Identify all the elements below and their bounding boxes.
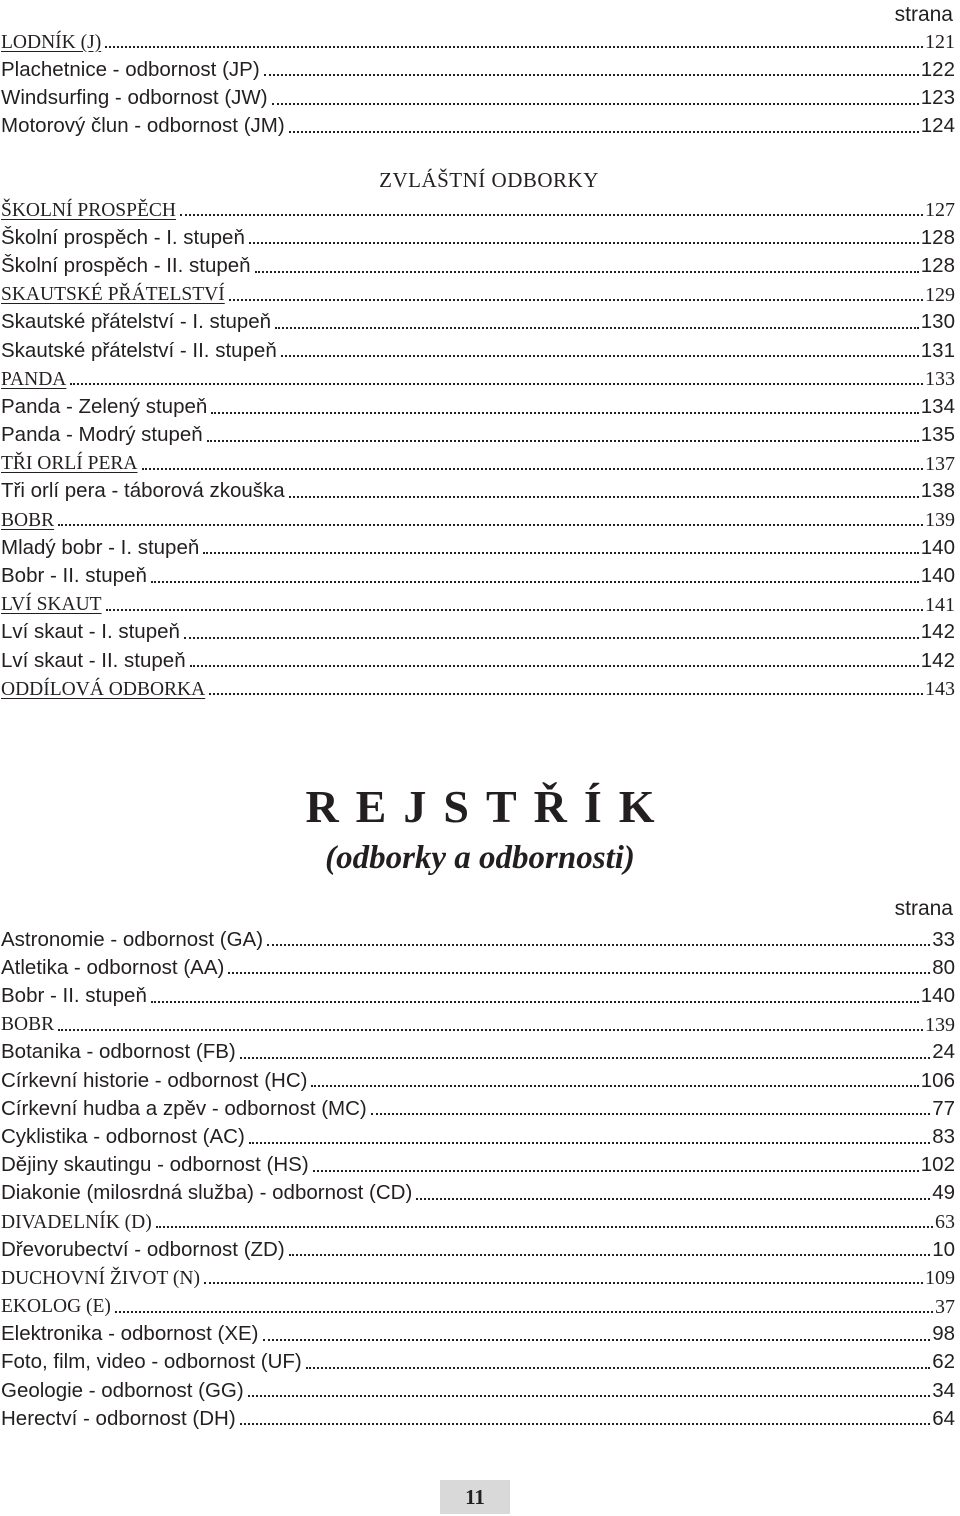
dot-leader — [281, 354, 919, 357]
entry-page-number: 33 — [932, 927, 955, 951]
toc-entry — [1, 532, 955, 560]
page-number: 11 — [440, 1480, 510, 1514]
index-entry — [1, 1206, 955, 1234]
entry-page-number: 24 — [932, 1040, 955, 1064]
entry-label: LODNÍK (J) — [1, 31, 102, 53]
entry-label: Geologie - odbornost (GG) — [1, 1378, 244, 1402]
entry-label: DUCHOVNÍ ŽIVOT (N) — [1, 1268, 200, 1290]
entry-label: Elektronika - odbornost (XE) — [1, 1322, 259, 1346]
entry-page-number: 121 — [925, 31, 955, 54]
index-column-header: strana — [894, 897, 953, 920]
toc-entry — [1, 589, 955, 617]
entry-label: ŠKOLNÍ PROSPĚCH — [1, 199, 176, 221]
entry-label: Lví skaut - I. stupeň — [1, 620, 180, 644]
entry-page-number: 131 — [920, 338, 955, 362]
entry-page-number: 143 — [925, 678, 955, 701]
entry-label: Astronomie - odbornost (GA) — [1, 927, 264, 951]
entry-page-number: 37 — [935, 1295, 955, 1318]
entry-label: Bobr - II. stupeň — [1, 564, 147, 588]
index-entry — [1, 1121, 955, 1149]
dot-leader — [58, 523, 923, 526]
index-entry — [1, 1262, 955, 1290]
entry-page-number: 141 — [925, 593, 955, 616]
entry-label: Bobr - II. stupeň — [1, 983, 147, 1007]
entry-label: Herectví - odbornost (DH) — [1, 1406, 236, 1430]
entry-page-number: 62 — [932, 1350, 955, 1374]
dot-leader — [229, 298, 923, 301]
entry-page-number: 128 — [920, 225, 955, 249]
toc-entry — [1, 504, 955, 532]
index-entry — [1, 1403, 955, 1431]
index-list — [1, 924, 955, 1431]
entry-label: Školní prospěch - II. stupeň — [1, 253, 251, 277]
toc-entry — [1, 560, 955, 588]
dot-leader — [264, 73, 919, 76]
section-heading: ZVLÁŠTNÍ ODBORKY — [379, 168, 599, 192]
toc-entry — [1, 617, 955, 645]
entry-page-number: 127 — [925, 199, 955, 222]
index-entry — [1, 1009, 955, 1037]
toc-entry — [1, 194, 955, 222]
index-title: REJSTŘÍK — [305, 781, 672, 832]
toc-list-top — [1, 26, 955, 139]
dot-leader — [58, 1028, 923, 1031]
dot-leader — [249, 241, 919, 244]
dot-leader — [255, 270, 919, 273]
entry-label: TŘI ORLÍ PERA — [1, 453, 138, 475]
entry-label: BOBR — [1, 1014, 55, 1036]
toc-entry — [1, 448, 955, 476]
entry-page-number: 130 — [920, 310, 955, 334]
toc-list-special — [1, 194, 955, 701]
dot-leader — [240, 1422, 931, 1425]
entry-page-number: 140 — [920, 535, 955, 559]
dot-leader — [416, 1197, 930, 1200]
dot-leader — [211, 411, 919, 414]
toc-entry — [1, 26, 955, 54]
entry-page-number: 124 — [920, 114, 955, 138]
entry-label: LVÍ SKAUT — [1, 594, 102, 616]
entry-page-number: 140 — [920, 983, 955, 1007]
entry-page-number: 83 — [932, 1124, 955, 1148]
toc-entry — [1, 335, 955, 363]
entry-label: Školní prospěch - I. stupeň — [1, 225, 245, 249]
entry-label: SKAUTSKÉ PŘÁTELSTVÍ — [1, 284, 225, 306]
index-entry — [1, 1037, 955, 1065]
toc-entry — [1, 307, 955, 335]
dot-leader — [289, 130, 919, 133]
entry-label: Dějiny skautingu - odbornost (HS) — [1, 1153, 309, 1177]
toc-entry — [1, 391, 955, 419]
entry-page-number: 10 — [932, 1237, 955, 1261]
entry-page-number: 135 — [920, 423, 955, 447]
entry-label: Foto, film, video - odbornost (UF) — [1, 1350, 302, 1374]
toc-entry — [1, 279, 955, 307]
entry-page-number: 128 — [920, 253, 955, 277]
entry-label: Skautské přátelství - II. stupeň — [1, 338, 277, 362]
entry-label: Dřevorubectví - odbornost (ZD) — [1, 1237, 285, 1261]
index-entry — [1, 1178, 955, 1206]
entry-label: Mladý bobr - I. stupeň — [1, 535, 200, 559]
entry-label: Lví skaut - II. stupeň — [1, 648, 186, 672]
entry-page-number: 109 — [925, 1267, 955, 1290]
entry-page-number: 34 — [932, 1378, 955, 1402]
entry-page-number: 134 — [920, 394, 955, 418]
index-entry — [1, 952, 955, 980]
dot-leader — [70, 382, 923, 385]
entry-label: Tři orlí pera - táborová zkouška — [1, 479, 285, 503]
dot-leader — [311, 1084, 918, 1087]
entry-page-number: 142 — [920, 620, 955, 644]
entry-page-number: 106 — [920, 1068, 955, 1092]
dot-leader — [371, 1112, 930, 1115]
entry-page-number: 102 — [920, 1153, 955, 1177]
index-entry — [1, 1150, 955, 1178]
toc-entry — [1, 476, 955, 504]
entry-label: ODDÍLOVÁ ODBORKA — [1, 678, 206, 700]
toc-entry — [1, 420, 955, 448]
entry-label: Plachetnice - odbornost (JP) — [1, 57, 260, 81]
dot-leader — [204, 1281, 923, 1284]
entry-page-number: 123 — [920, 85, 955, 109]
dot-leader — [228, 971, 930, 974]
dot-leader — [306, 1366, 930, 1369]
entry-page-number: 138 — [920, 479, 955, 503]
index-entry — [1, 1234, 955, 1262]
entry-label: Církevní hudba a zpěv - odbornost (MC) — [1, 1096, 367, 1120]
entry-label: Církevní historie - odbornost (HC) — [1, 1068, 308, 1092]
entry-page-number: 80 — [932, 955, 955, 979]
entry-page-number: 140 — [920, 564, 955, 588]
entry-label: DIVADELNÍK (D) — [1, 1211, 152, 1233]
index-entry — [1, 1065, 955, 1093]
entry-label: Windsurfing - odbornost (JW) — [1, 85, 268, 109]
dot-leader — [249, 1141, 930, 1144]
dot-leader — [203, 551, 919, 554]
toc-column-header: strana — [894, 3, 953, 26]
dot-leader — [267, 943, 930, 946]
toc-entry — [1, 673, 955, 701]
dot-leader — [190, 664, 919, 667]
dot-leader — [142, 467, 924, 470]
index-entry — [1, 1290, 955, 1318]
index-entry — [1, 924, 955, 952]
entry-label: Cyklistika - odbornost (AC) — [1, 1124, 245, 1148]
dot-leader — [272, 102, 919, 105]
toc-entry — [1, 111, 955, 139]
entry-page-number: 63 — [935, 1211, 955, 1234]
index-entry — [1, 1347, 955, 1375]
dot-leader — [180, 213, 923, 216]
dot-leader — [263, 1338, 931, 1341]
index-entry — [1, 1093, 955, 1121]
entry-page-number: 122 — [920, 57, 955, 81]
dot-leader — [248, 1394, 930, 1397]
entry-label: Botanika - odbornost (FB) — [1, 1040, 236, 1064]
entry-label: Diakonie (milosrdná služba) - odbornost (CD) — [1, 1181, 413, 1205]
dot-leader — [115, 1310, 933, 1313]
entry-page-number: 129 — [925, 283, 955, 306]
dot-leader — [289, 1253, 931, 1256]
entry-label: BOBR — [1, 509, 55, 531]
dot-leader — [275, 326, 919, 329]
dot-leader — [151, 1000, 919, 1003]
entry-label: EKOLOG (E) — [1, 1296, 111, 1318]
entry-page-number: 133 — [925, 368, 955, 391]
toc-entry — [1, 222, 955, 250]
dot-leader — [313, 1169, 919, 1172]
entry-page-number: 139 — [925, 509, 955, 532]
entry-page-number: 98 — [932, 1322, 955, 1346]
dot-leader — [184, 636, 919, 639]
index-entry — [1, 1319, 955, 1347]
toc-entry — [1, 54, 955, 82]
entry-label: Atletika - odbornost (AA) — [1, 955, 225, 979]
dot-leader — [289, 495, 919, 498]
index-subtitle: (odborky a odbornosti) — [325, 840, 635, 876]
entry-label: Panda - Modrý stupeň — [1, 423, 203, 447]
entry-page-number: 142 — [920, 648, 955, 672]
entry-label: PANDA — [1, 368, 67, 390]
dot-leader — [105, 45, 923, 48]
entry-page-number: 64 — [932, 1406, 955, 1430]
dot-leader — [207, 439, 919, 442]
index-entry — [1, 980, 955, 1008]
entry-page-number: 139 — [925, 1013, 955, 1036]
dot-leader — [240, 1056, 930, 1059]
entry-label: Skautské přátelství - I. stupeň — [1, 310, 272, 334]
toc-entry — [1, 363, 955, 391]
dot-leader — [151, 580, 919, 583]
entry-label: Motorový člun - odbornost (JM) — [1, 114, 285, 138]
entry-page-number: 49 — [932, 1181, 955, 1205]
entry-page-number: 77 — [932, 1096, 955, 1120]
dot-leader — [209, 692, 923, 695]
index-entry — [1, 1375, 955, 1403]
toc-entry — [1, 250, 955, 278]
dot-leader — [106, 608, 923, 611]
entry-label: Panda - Zelený stupeň — [1, 394, 208, 418]
toc-entry — [1, 645, 955, 673]
dot-leader — [156, 1225, 933, 1228]
toc-entry — [1, 82, 955, 110]
entry-page-number: 137 — [925, 452, 955, 475]
